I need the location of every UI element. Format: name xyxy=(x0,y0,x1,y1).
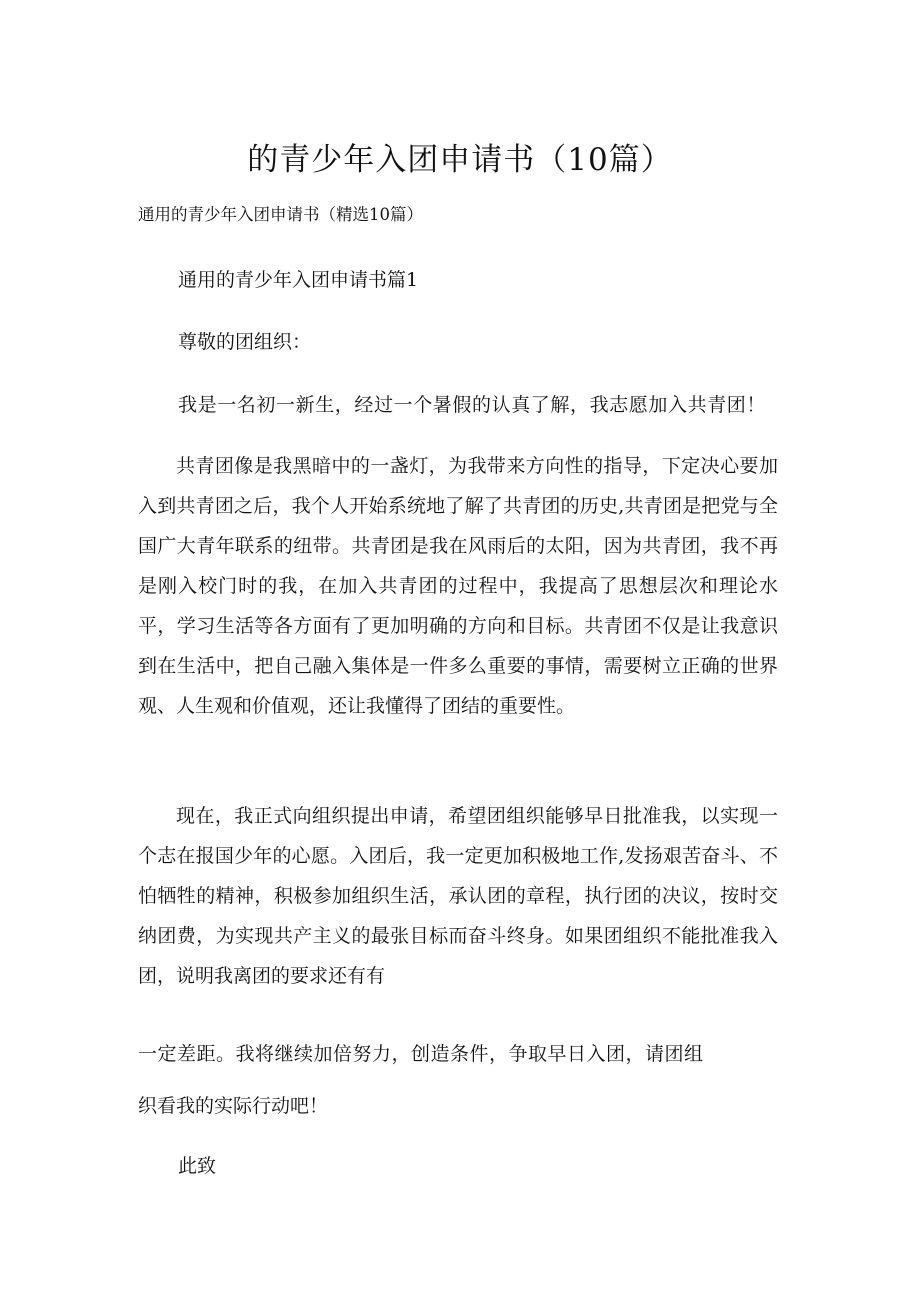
closing: 此致 xyxy=(178,1155,217,1177)
section-heading: 通用的青少年入团申请书篇1 xyxy=(178,269,419,291)
paragraph-3: 现在，我正式向组织提出申请，希望团组织能够早日批准我，以实现一个志在报国少年的心愿。入团后，我一定更加积极地工作,发扬艰苦奋斗、不怕牺牲的精神，积极参加组织生活，承认团的章程，执行团的决议，按时交纳团费，为实现共产主义的最张目标而奋斗终身。如果团组织不能批准我入团，说明我离团的要求还有有 xyxy=(138,805,778,987)
document-title: 的青少年入团申请书（10篇） xyxy=(247,142,673,178)
document-subtitle: 通用的青少年入团申请书（精选10篇） xyxy=(138,205,423,224)
paragraph-3-continuation-line-1: 一定差距。我将继续加倍努力，创造条件，争取早日入团，请团组 xyxy=(138,1043,704,1065)
paragraph-3-continuation-line-2: 织看我的实际行动吧！ xyxy=(138,1095,329,1117)
paragraph-1: 我是一名初一新生，经过一个暑假的认真了解，我志愿加入共青团！ xyxy=(178,394,767,416)
salutation: 尊敬的团组织： xyxy=(178,331,312,353)
paragraph-2: 共青团像是我黑暗中的一盏灯，为我带来方向性的指导，下定决心要加入到共青团之后，我个人开始系统地了解了共青团的历史,共青团是把党与全国广大青年联系的纽带。共青团是我在风雨后的太阳，因为共青团，我不再是刚入校门时的我，在加入共青团的过程中，我提高了思想层次和理论水平，学习生活等各方面有了更加明确的方向和目标。共青团不仅是让我意识到在生活中，把自己融入集体是一件多么重要的事情，需要树立正确的世界观、人生观和价值观，还让我懂得了团结的重要性。 xyxy=(138,455,778,717)
